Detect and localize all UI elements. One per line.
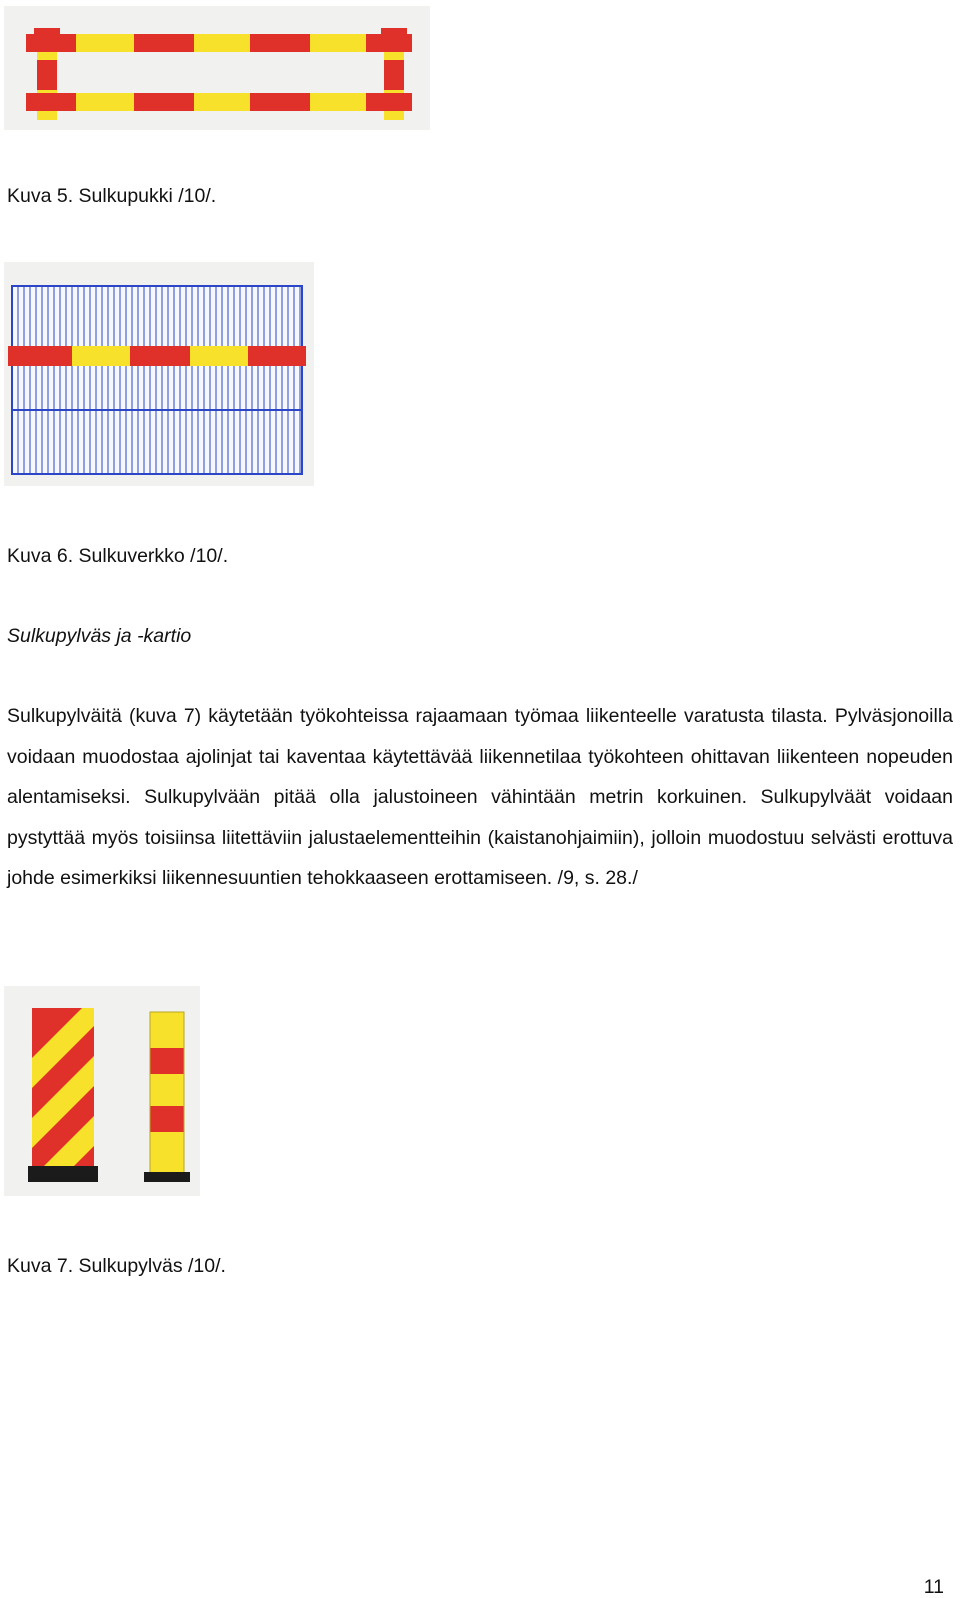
figure-7-caption: Kuva 7. Sulkupylväs /10/.	[7, 1255, 226, 1277]
section-heading: Sulkupylväs ja -kartio	[7, 625, 192, 647]
figure-6-caption: Kuva 6. Sulkuverkko /10/.	[7, 545, 229, 567]
barrier-fence-illustration	[4, 262, 314, 486]
section-paragraph: Sulkupylväitä (kuva 7) käytetään työkohteissa rajaamaan työmaa liikenteelle varatusta tilasta. Pylväsjonoilla voidaan muodostaa ajolinjat tai kaventaa käytettävää liikennetilaa työkohteen ohittavan liikenteen nopeuden alentamiseksi. Sulkupylvään pitää olla jalustoineen vähintään metrin korkuinen. Sulkupylväät voidaan pystyttää myös toisiinsa liitettäviin jalustaelementteihin (kaistanohjaimiin), jolloin muodostuu selvästi erottuva johde esimerkiksi liikennesuuntien tehokkaaseen erottamiseen. /9, s. 28./	[7, 705, 953, 889]
page-number: 11	[923, 1576, 944, 1598]
barrier-trestle-illustration	[4, 6, 430, 130]
figure-5-caption: Kuva 5. Sulkupukki /10/.	[7, 185, 217, 207]
bollards-illustration	[4, 986, 200, 1196]
figure-6-barrier-fence	[4, 262, 314, 486]
figure-7-bollards	[4, 986, 200, 1196]
figure-5-barrier-trestle	[4, 6, 430, 130]
